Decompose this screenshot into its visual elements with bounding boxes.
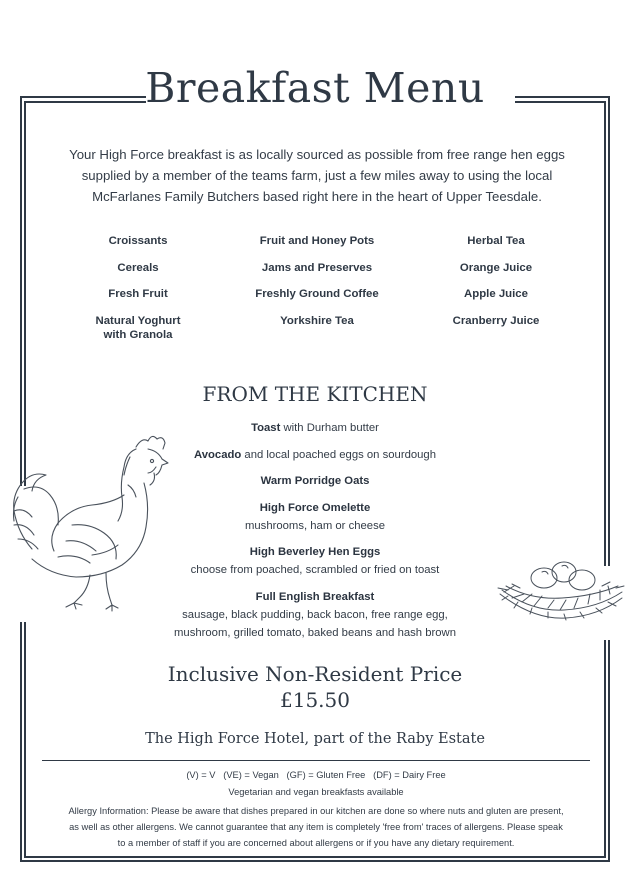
menu-item: Cranberry Juice — [452, 314, 540, 327]
allergy-line: as well as other allergens. We cannot guarantee that any item is completely 'free from' traces of allergens. Please speak — [69, 822, 563, 832]
kitchen-heading: FROM THE KITCHEN — [202, 382, 428, 406]
menu-item — [62, 314, 214, 344]
kitchen-item-full-english — [140, 588, 490, 642]
vegetarian-note: Vegetarian and vegan breakfasts available — [228, 787, 404, 797]
hotel-name: The High Force Hotel, part of the Raby Estate — [145, 731, 485, 747]
item-name: Toast — [251, 422, 281, 434]
menu-column-3 — [420, 234, 572, 340]
item-name: High Force Omelette — [259, 502, 371, 514]
menu-item: Cereals — [117, 261, 159, 274]
item-desc: with Durham butter — [280, 422, 379, 434]
intro-paragraph: Your High Force breakfast is as locally sourced as possible from free range hen eggs supplied by a member of the teams farm, just a few miles away to using the local McFarlanes Family Butchers based right here in the heart of Upper Teesdale. — [69, 147, 565, 204]
eggs-nest-illustration — [498, 556, 626, 628]
rooster-illustration — [8, 425, 173, 615]
item-name: High Beverley Hen Eggs — [249, 546, 381, 558]
menu-item: Herbal Tea — [467, 235, 525, 247]
menu-item: Fresh Fruit — [108, 288, 168, 300]
kitchen-item-toast — [140, 419, 490, 437]
price-label: Inclusive Non-Resident Price — [167, 662, 463, 686]
divider — [42, 760, 590, 761]
item-desc: mushroom, grilled tomato, baked beans and hash brown — [174, 627, 456, 639]
item-name: Avocado — [193, 449, 242, 461]
allergy-line: Allergy Information: Please be aware that dishes prepared in our kitchen are done so where nuts and gluten are present, — [68, 806, 564, 816]
kitchen-item-avocado — [140, 446, 490, 464]
menu-item: Apple Juice — [464, 288, 528, 300]
frame-bottom-inner — [24, 856, 606, 858]
price-value: £15.50 — [280, 688, 350, 712]
menu-item: Yorkshire Tea — [280, 314, 354, 327]
dietary-legend: (V) = V (VE) = Vegan (GF) = Gluten Free (DF) = Dairy Free — [186, 770, 446, 780]
allergy-info — [30, 803, 602, 851]
menu-column-1 — [62, 234, 214, 344]
frame-right-outer — [608, 96, 610, 566]
menu-item: Freshly Ground Coffee — [255, 288, 379, 300]
allergy-line: to a member of staff if you are concerned about allergens or if you have any dietary requirement. — [117, 838, 515, 848]
kitchen-item-omelette — [140, 499, 490, 535]
frame-right-inner — [604, 101, 606, 566]
menu-item: Jams and Preserves — [261, 261, 373, 274]
menu-item: Fruit and Honey Pots — [259, 235, 375, 247]
kitchen-item-eggs — [140, 543, 490, 579]
menu-column-2 — [236, 234, 398, 340]
item-desc: and local poached eggs on sourdough — [241, 449, 436, 461]
item-desc: choose from poached, scrambled or fried on toast — [190, 564, 440, 576]
menu-item: Orange Juice — [459, 261, 533, 274]
page-title: Breakfast Menu — [145, 64, 485, 112]
item-desc: sausage, black pudding, back bacon, free range egg, — [182, 609, 448, 621]
item-desc: mushrooms, ham or cheese — [244, 520, 385, 532]
kitchen-item-porridge — [140, 472, 490, 490]
menu-item-line: Natural Yoghurt — [95, 314, 181, 327]
frame-bottom-outer — [20, 860, 610, 862]
item-name: Full English Breakfast — [255, 591, 375, 603]
item-name: Warm Porridge Oats — [260, 475, 370, 487]
menu-item: Croissants — [108, 235, 168, 247]
menu-item-line: with Granola — [103, 328, 173, 341]
